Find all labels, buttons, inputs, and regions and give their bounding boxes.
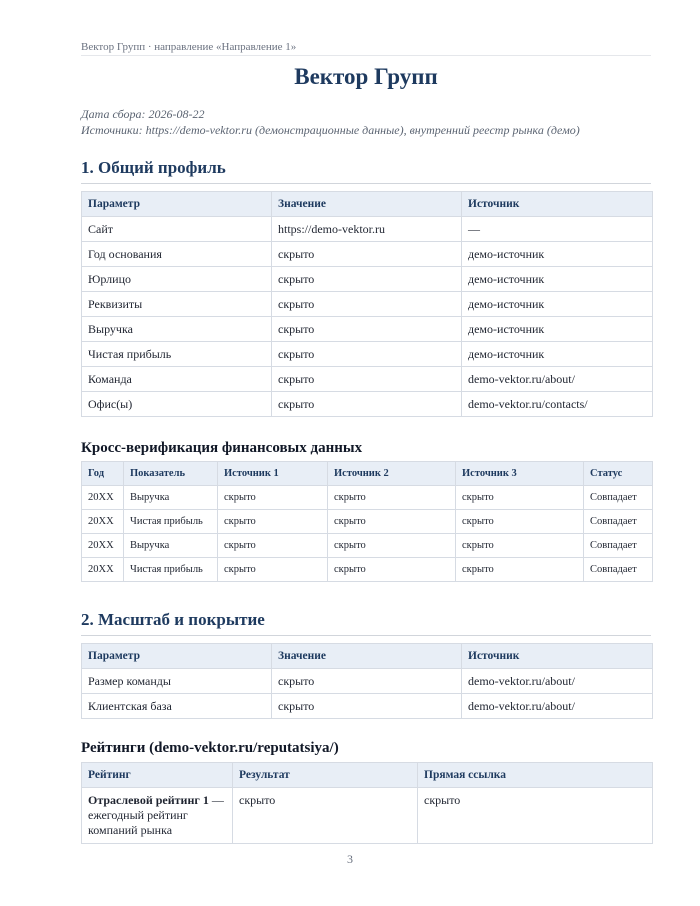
table-row: [82, 342, 653, 367]
table-cell: демо-источник: [462, 292, 653, 317]
table-cell: скрыто: [272, 694, 462, 719]
table-cell: демо-источник: [462, 242, 653, 267]
table-header-row: [82, 462, 653, 486]
column-header: Источник: [462, 644, 653, 669]
table-row: [82, 317, 653, 342]
table-cell: скрыто: [328, 510, 456, 534]
table-cell: 20XX: [82, 534, 124, 558]
subheading-crosscheck: Кросс-верификация финансовых данных: [81, 440, 363, 456]
rating-name: Отраслевой рейтинг 1: [88, 793, 209, 807]
table-header-row: [82, 192, 653, 217]
table-cell: скрыто: [272, 317, 462, 342]
column-header: Результат: [233, 763, 418, 788]
column-header: Статус: [584, 462, 653, 486]
column-header: Год: [82, 462, 124, 486]
table-cell: демо-источник: [462, 267, 653, 292]
table-row: [82, 392, 653, 417]
table-cell: 20XX: [82, 558, 124, 582]
table-cell: Выручка: [124, 486, 218, 510]
table-cell: Реквизиты: [82, 292, 272, 317]
table-cell: скрыто: [456, 558, 584, 582]
table-cell: Клиентская база: [82, 694, 272, 719]
rating-name-cell: [82, 788, 233, 844]
table-cell: Чистая прибыль: [82, 342, 272, 367]
collection-date: Дата сбора: 2026-08-22: [81, 107, 205, 121]
table-cell: скрыто: [456, 486, 584, 510]
table-cell: скрыто: [218, 510, 328, 534]
status-cell: Совпадает: [584, 510, 653, 534]
column-header: Параметр: [82, 192, 272, 217]
column-header: Рейтинг: [82, 763, 233, 788]
table-cell: https://demo-vektor.ru: [272, 217, 462, 242]
table-cell: скрыто: [456, 510, 584, 534]
crosscheck-table: [81, 461, 653, 582]
table-cell: 20XX: [82, 486, 124, 510]
profile-table: [81, 191, 653, 417]
column-header: Параметр: [82, 644, 272, 669]
status-cell: Совпадает: [584, 486, 653, 510]
column-header: Значение: [272, 644, 462, 669]
table-cell: скрыто: [218, 486, 328, 510]
subheading-ratings: Рейтинги (demo-vektor.ru/reputatsiya/): [81, 740, 339, 756]
column-header: Показатель: [124, 462, 218, 486]
table-cell: скрыто: [233, 788, 418, 844]
table-cell: demo-vektor.ru/contacts/: [462, 392, 653, 417]
table-cell: скрыто: [272, 292, 462, 317]
status-cell: Совпадает: [584, 534, 653, 558]
table-cell: демо-источник: [462, 317, 653, 342]
table-cell: скрыто: [328, 486, 456, 510]
table-row: [82, 788, 653, 844]
table-row: [82, 669, 653, 694]
table-cell: скрыто: [456, 534, 584, 558]
table-cell: скрыто: [328, 534, 456, 558]
table-row: [82, 486, 653, 510]
table-cell: Сайт: [82, 217, 272, 242]
scale-table: [81, 643, 653, 719]
table-cell: Чистая прибыль: [124, 510, 218, 534]
table-cell: скрыто: [218, 558, 328, 582]
table-cell: Юрлицо: [82, 267, 272, 292]
table-row: [82, 292, 653, 317]
page-number: 3: [347, 852, 353, 866]
table-cell: Команда: [82, 367, 272, 392]
column-header: Прямая ссылка: [418, 763, 653, 788]
table-cell: скрыто: [272, 367, 462, 392]
table-cell: скрыто: [272, 242, 462, 267]
table-header-row: [82, 644, 653, 669]
ratings-table: [81, 762, 653, 844]
table-cell: demo-vektor.ru/about/: [462, 669, 653, 694]
section-heading-scale: 2. Масштаб и покрытие: [81, 610, 651, 636]
table-cell: демо-источник: [462, 342, 653, 367]
table-row: [82, 267, 653, 292]
table-cell: скрыто: [418, 788, 653, 844]
page-title: Вектор Групп: [294, 64, 438, 89]
table-cell: скрыто: [328, 558, 456, 582]
column-header: Источник 3: [456, 462, 584, 486]
table-cell: —: [462, 217, 653, 242]
table-row: [82, 367, 653, 392]
table-cell: Чистая прибыль: [124, 558, 218, 582]
table-cell: Выручка: [124, 534, 218, 558]
running-head: Вектор Групп · направление «Направление 1»: [81, 41, 651, 56]
table-row: [82, 558, 653, 582]
section-heading-profile: 1. Общий профиль: [81, 158, 651, 184]
table-header-row: [82, 763, 653, 788]
document-meta: [81, 107, 651, 138]
table-cell: Год основания: [82, 242, 272, 267]
table-row: [82, 242, 653, 267]
column-header: Источник 1: [218, 462, 328, 486]
table-row: [82, 694, 653, 719]
table-cell: скрыто: [272, 669, 462, 694]
table-cell: скрыто: [272, 267, 462, 292]
table-cell: Офис(ы): [82, 392, 272, 417]
table-cell: скрыто: [272, 342, 462, 367]
table-cell: Размер команды: [82, 669, 272, 694]
sources-line: Источники: https://demo-vektor.ru (демонстрационные данные), внутренний реестр рынка (демо): [81, 122, 580, 137]
column-header: Источник: [462, 192, 653, 217]
table-cell: скрыто: [272, 392, 462, 417]
table-cell: demo-vektor.ru/about/: [462, 694, 653, 719]
table-row: [82, 510, 653, 534]
table-row: [82, 217, 653, 242]
status-cell: Совпадает: [584, 558, 653, 582]
column-header: Источник 2: [328, 462, 456, 486]
column-header: Значение: [272, 192, 462, 217]
table-cell: Выручка: [82, 317, 272, 342]
table-cell: demo-vektor.ru/about/: [462, 367, 653, 392]
table-row: [82, 534, 653, 558]
rating-description: — ежегодный рейтинг компаний рынка: [88, 793, 224, 837]
table-cell: скрыто: [218, 534, 328, 558]
table-cell: 20XX: [82, 510, 124, 534]
